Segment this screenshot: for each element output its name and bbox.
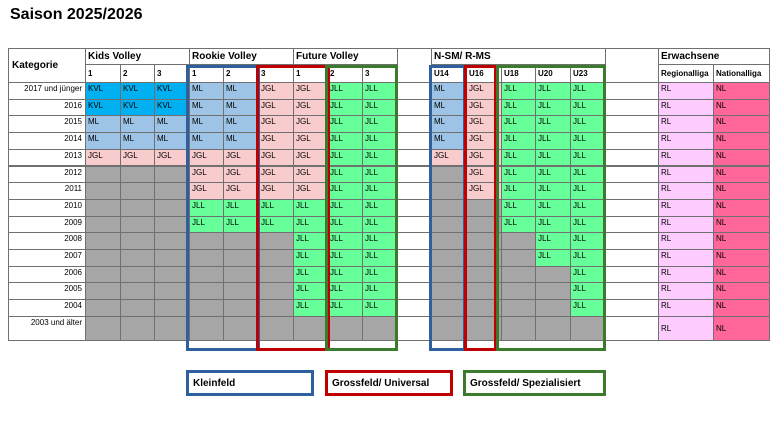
page-title: Saison 2025/2026 [10, 6, 143, 23]
spacer-cell [605, 182, 659, 200]
table-cell: JLL [189, 199, 224, 217]
table-cell: JGL [293, 182, 328, 200]
table-cell: ML [431, 99, 467, 117]
year-label: 2012 [8, 166, 86, 184]
table-cell: JGL [223, 166, 259, 184]
subheader-cell: 3 [258, 64, 294, 83]
table-cell: KVL [154, 99, 190, 117]
table-cell: NL [713, 182, 770, 200]
table-cell: JLL [327, 115, 363, 133]
table-cell: JLL [570, 99, 606, 117]
table-cell: RL [658, 132, 714, 150]
table-cell: JLL [362, 199, 398, 217]
table-cell: NL [713, 99, 770, 117]
table-cell: JGL [189, 166, 224, 184]
table-cell: JLL [189, 216, 224, 234]
table-cell: JLL [327, 99, 363, 117]
table-cell: JGL [466, 149, 502, 167]
table-cell: JGL [120, 149, 155, 167]
table-cell: JLL [362, 99, 398, 117]
table-cell [85, 282, 121, 300]
table-cell: JGL [466, 82, 502, 100]
table-cell: JGL [466, 182, 502, 200]
table-cell: ML [189, 82, 224, 100]
table-cell: NL [713, 316, 770, 341]
table-cell: ML [223, 132, 259, 150]
table-cell: JLL [570, 299, 606, 317]
table-cell [154, 216, 190, 234]
subheader-cell: 1 [293, 64, 328, 83]
table-cell: JLL [362, 249, 398, 267]
year-label: 2015 [8, 115, 86, 133]
table-cell: JLL [223, 216, 259, 234]
table-cell: JGL [466, 132, 502, 150]
table-cell: JLL [570, 282, 606, 300]
table-cell: JGL [293, 149, 328, 167]
table-cell: JGL [293, 99, 328, 117]
spacer-cell [605, 249, 659, 267]
table-cell [154, 232, 190, 250]
spacer-cell [397, 166, 432, 184]
table-cell: JLL [535, 182, 571, 200]
table-cell: JLL [327, 182, 363, 200]
table-cell: JGL [258, 132, 294, 150]
subheader-cell: 3 [154, 64, 190, 83]
table-cell: ML [223, 99, 259, 117]
spacer-cell [605, 132, 659, 150]
table-cell: JGL [189, 149, 224, 167]
table-cell [154, 266, 190, 284]
table-cell: JLL [327, 199, 363, 217]
table-cell: NL [713, 115, 770, 133]
table-cell: JLL [535, 132, 571, 150]
table-cell: JLL [362, 149, 398, 167]
table-cell: JGL [293, 166, 328, 184]
spacer-cell [397, 232, 432, 250]
table-cell: RL [658, 232, 714, 250]
table-cell: ML [431, 132, 467, 150]
year-label: 2016 [8, 99, 86, 117]
kleinfeld-frame-nsm [429, 65, 466, 351]
table-cell: RL [658, 115, 714, 133]
spacer-header [605, 48, 659, 83]
year-label: 2005 [8, 282, 86, 300]
spacer-cell [605, 232, 659, 250]
table-cell: RL [658, 249, 714, 267]
table-cell [120, 182, 155, 200]
table-cell: JLL [362, 266, 398, 284]
table-cell: JGL [223, 149, 259, 167]
spacer-cell [397, 266, 432, 284]
subheader-cell: 2 [223, 64, 259, 83]
table-cell: JGL [293, 82, 328, 100]
year-label: 2009 [8, 216, 86, 234]
table-cell [154, 199, 190, 217]
table-cell: JLL [327, 232, 363, 250]
legend-grossfeld-spezialisiert: Grossfeld/ Spezialisiert [463, 370, 606, 396]
year-label: 2004 [8, 299, 86, 317]
table-cell [85, 299, 121, 317]
spacer-cell [397, 182, 432, 200]
table-cell: JLL [258, 199, 294, 217]
spacer-cell [605, 149, 659, 167]
table-cell: JLL [570, 132, 606, 150]
year-label: 2003 und älter [8, 316, 86, 341]
table-cell: JLL [535, 82, 571, 100]
table-cell: KVL [85, 99, 121, 117]
table-cell: ML [120, 115, 155, 133]
spacer-cell [397, 199, 432, 217]
table-cell: RL [658, 266, 714, 284]
table-cell: RL [658, 216, 714, 234]
table-cell: NL [713, 149, 770, 167]
spacer-cell [605, 266, 659, 284]
table-cell: ML [189, 115, 224, 133]
spacer-cell [397, 99, 432, 117]
table-cell: JLL [501, 182, 536, 200]
group-header: Erwachsene [658, 48, 770, 65]
table-cell: JLL [570, 149, 606, 167]
table-cell: JLL [570, 199, 606, 217]
spacer-cell [397, 149, 432, 167]
table-cell [120, 166, 155, 184]
subheader-cell: U23 [570, 64, 606, 83]
table-cell: JGL [293, 115, 328, 133]
subheader-cell: 1 [189, 64, 224, 83]
table-cell: ML [154, 115, 190, 133]
year-label: 2006 [8, 266, 86, 284]
table-cell [154, 282, 190, 300]
table-cell: JGL [258, 99, 294, 117]
table-cell: RL [658, 316, 714, 341]
table-cell [120, 216, 155, 234]
table-cell: JLL [501, 132, 536, 150]
subheader-cell: 1 [85, 64, 121, 83]
table-cell: JLL [293, 232, 328, 250]
table-cell: JGL [258, 149, 294, 167]
year-label: 2014 [8, 132, 86, 150]
spacer-cell [605, 199, 659, 217]
subheader-cell: Nationalliga [713, 64, 770, 83]
grossfeld-spezialisiert-frame-nsm [496, 65, 606, 351]
table-cell [154, 182, 190, 200]
table-cell: JGL [154, 149, 190, 167]
table-cell [85, 182, 121, 200]
spacer-cell [605, 299, 659, 317]
grossfeld-universal-frame-rookie [256, 65, 330, 351]
subheader-cell: Regionalliga [658, 64, 714, 83]
table-cell: JGL [258, 182, 294, 200]
table-cell [120, 199, 155, 217]
year-label: 2017 und jünger [8, 82, 86, 100]
table-cell: JLL [362, 299, 398, 317]
table-cell: JLL [570, 266, 606, 284]
table-cell: RL [658, 166, 714, 184]
table-cell [85, 316, 121, 341]
table-cell: JLL [535, 249, 571, 267]
subheader-cell: U18 [501, 64, 536, 83]
table-cell: JLL [535, 166, 571, 184]
subheader-cell: 2 [327, 64, 363, 83]
subheader-cell: 3 [362, 64, 398, 83]
table-cell: JGL [85, 149, 121, 167]
table-cell: JLL [362, 82, 398, 100]
spacer-cell [397, 115, 432, 133]
table-cell [154, 249, 190, 267]
table-cell: JLL [501, 99, 536, 117]
table-cell: JGL [223, 182, 259, 200]
table-cell: ML [189, 132, 224, 150]
group-header: Rookie Volley [189, 48, 294, 65]
table-cell: JLL [570, 249, 606, 267]
table-cell: JLL [501, 216, 536, 234]
spacer-cell [397, 216, 432, 234]
table-cell: NL [713, 166, 770, 184]
year-label: 2010 [8, 199, 86, 217]
subheader-cell: U16 [466, 64, 502, 83]
table-cell: RL [658, 199, 714, 217]
table-cell: JLL [535, 149, 571, 167]
spacer-cell [397, 82, 432, 100]
table-cell: JLL [570, 216, 606, 234]
table-cell: NL [713, 299, 770, 317]
grossfeld-spezialisiert-frame-future [325, 65, 398, 351]
spacer-cell [397, 132, 432, 150]
spacer-cell [397, 299, 432, 317]
table-cell: JLL [501, 166, 536, 184]
table-cell: JLL [570, 82, 606, 100]
subheader-cell: U14 [431, 64, 467, 83]
table-cell: JLL [535, 99, 571, 117]
table-cell: JLL [327, 166, 363, 184]
table-cell: JGL [189, 182, 224, 200]
table-cell: JLL [501, 149, 536, 167]
group-header: Kids Volley [85, 48, 190, 65]
year-label: 2008 [8, 232, 86, 250]
table-cell: KVL [85, 82, 121, 100]
table-cell: JLL [570, 166, 606, 184]
table-cell: JLL [293, 199, 328, 217]
table-cell: JLL [535, 232, 571, 250]
table-cell: JLL [327, 299, 363, 317]
table-cell: NL [713, 82, 770, 100]
spacer-cell [605, 216, 659, 234]
table-cell [154, 166, 190, 184]
table-cell: JLL [293, 299, 328, 317]
table-cell: NL [713, 199, 770, 217]
table-cell [120, 316, 155, 341]
table-cell: KVL [120, 82, 155, 100]
table-cell [154, 299, 190, 317]
table-cell: JLL [223, 199, 259, 217]
spacer-header [397, 48, 432, 83]
table-cell: JLL [293, 266, 328, 284]
table-cell: JLL [535, 216, 571, 234]
table-cell: JLL [327, 216, 363, 234]
table-cell: JLL [362, 282, 398, 300]
group-header: Future Volley [293, 48, 398, 65]
grossfeld-universal-frame-nsm [464, 65, 497, 351]
table-cell: JLL [501, 199, 536, 217]
table-cell: ML [189, 99, 224, 117]
table-cell: JGL [258, 115, 294, 133]
kategorie-header: Kategorie [8, 48, 86, 83]
table-cell: JLL [293, 249, 328, 267]
table-cell: ML [431, 115, 467, 133]
table-cell: JLL [570, 232, 606, 250]
table-cell [85, 216, 121, 234]
table-cell: JLL [362, 132, 398, 150]
table-cell: JGL [466, 99, 502, 117]
table-cell: RL [658, 99, 714, 117]
group-header: N-SM/ R-MS [431, 48, 606, 65]
table-cell: ML [223, 82, 259, 100]
table-cell: JLL [258, 216, 294, 234]
table-cell: JLL [535, 199, 571, 217]
table-cell [120, 232, 155, 250]
spacer-cell [397, 316, 432, 341]
table-cell [120, 299, 155, 317]
spacer-cell [605, 316, 659, 341]
table-cell: KVL [120, 99, 155, 117]
table-cell: JGL [293, 132, 328, 150]
table-cell: RL [658, 182, 714, 200]
table-cell: JLL [362, 216, 398, 234]
table-cell [85, 249, 121, 267]
table-cell: JLL [327, 82, 363, 100]
spacer-cell [397, 249, 432, 267]
spacer-cell [605, 166, 659, 184]
table-cell: RL [658, 282, 714, 300]
table-cell: NL [713, 249, 770, 267]
table-cell: KVL [154, 82, 190, 100]
table-cell: ML [223, 115, 259, 133]
table-cell: JGL [258, 166, 294, 184]
table-cell [120, 249, 155, 267]
table-cell [154, 316, 190, 341]
table-cell: JLL [501, 115, 536, 133]
table-cell [85, 199, 121, 217]
table-cell: RL [658, 149, 714, 167]
table-cell: JLL [362, 166, 398, 184]
spacer-cell [605, 82, 659, 100]
table-cell: NL [713, 266, 770, 284]
table-cell [120, 282, 155, 300]
table-cell: JLL [501, 82, 536, 100]
table-cell: JLL [362, 232, 398, 250]
table-cell: JLL [327, 249, 363, 267]
table-cell [85, 266, 121, 284]
table-cell: NL [713, 232, 770, 250]
table-cell: JLL [327, 266, 363, 284]
table-cell: ML [85, 132, 121, 150]
table-cell: NL [713, 216, 770, 234]
table-cell: RL [658, 299, 714, 317]
table-cell: JLL [570, 182, 606, 200]
table-cell: JLL [293, 216, 328, 234]
table-cell: JLL [570, 115, 606, 133]
year-label: 2007 [8, 249, 86, 267]
table-cell: JLL [327, 132, 363, 150]
table-cell: JLL [327, 282, 363, 300]
spacer-cell [605, 282, 659, 300]
table-cell: ML [85, 115, 121, 133]
table-cell: JLL [293, 282, 328, 300]
table-cell [85, 166, 121, 184]
year-label: 2013 [8, 149, 86, 167]
table-cell: JGL [466, 115, 502, 133]
spacer-cell [397, 282, 432, 300]
table-cell: JGL [466, 166, 502, 184]
table-cell: NL [713, 282, 770, 300]
table-cell: ML [154, 132, 190, 150]
table-cell: JLL [362, 115, 398, 133]
spacer-cell [605, 99, 659, 117]
table-cell: NL [713, 132, 770, 150]
table-cell: JLL [535, 115, 571, 133]
table-cell: JLL [327, 149, 363, 167]
table-cell: ML [120, 132, 155, 150]
subheader-cell: U20 [535, 64, 571, 83]
kleinfeld-frame-rookie [186, 65, 260, 351]
table-cell [120, 266, 155, 284]
table-cell: JGL [431, 149, 467, 167]
table-cell: RL [658, 82, 714, 100]
table-cell [85, 232, 121, 250]
legend-grossfeld-universal: Grossfeld/ Universal [325, 370, 453, 396]
table-cell: ML [431, 82, 467, 100]
subheader-cell: 2 [120, 64, 155, 83]
legend-kleinfeld: Kleinfeld [186, 370, 314, 396]
spacer-cell [605, 115, 659, 133]
year-label: 2011 [8, 182, 86, 200]
table-cell: JLL [362, 182, 398, 200]
table-cell: JGL [258, 82, 294, 100]
